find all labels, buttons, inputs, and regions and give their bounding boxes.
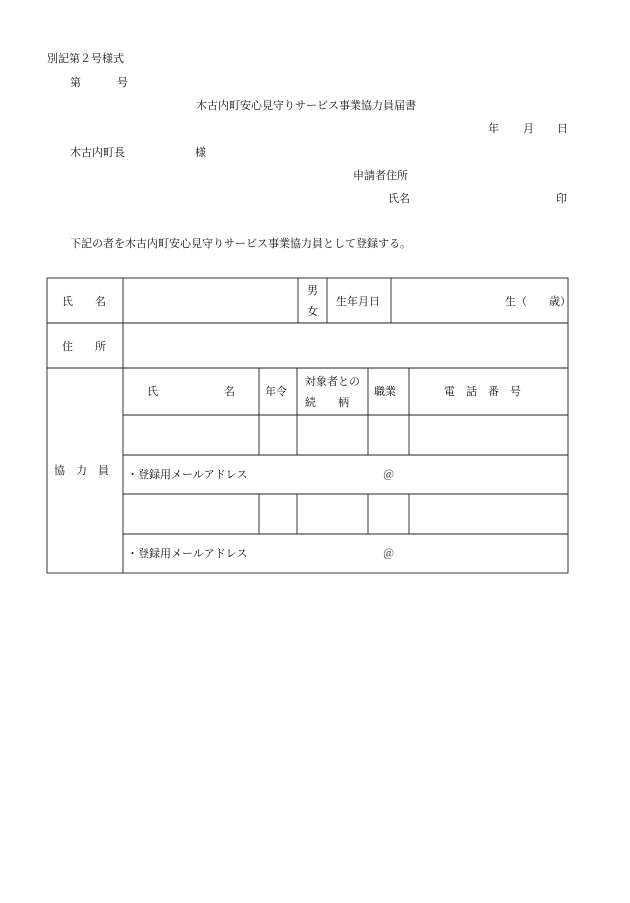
applicant-name-label: 氏名 (388, 192, 410, 205)
doc-number-prefix: 第 (70, 76, 81, 89)
birthdate-label: 生年月日 (336, 295, 380, 308)
applicant-address-label: 申請者住所 (353, 169, 408, 182)
email-label-2: ・登録用メールアドレス (127, 547, 248, 560)
date-year: 年 (488, 122, 499, 135)
doc-number-suffix: 号 (117, 76, 128, 89)
gender-female: 女 (307, 305, 318, 318)
email-label-1: ・登録用メールアドレス (127, 468, 248, 481)
coop-occupation-header: 職業 (374, 385, 396, 398)
coop-relation-header-1: 対象者との (305, 375, 360, 388)
addressee-name: 木古内町長 (70, 146, 125, 159)
date-month: 月 (523, 122, 534, 135)
cooperator-label: 協 力 員 (54, 464, 109, 477)
coop-name-header: 氏 名 (147, 385, 235, 398)
email-at-1: ＠ (383, 468, 394, 481)
applicant-seal: 印 (556, 192, 567, 205)
date-day: 日 (557, 122, 568, 135)
coop-phone-header: 電 話 番 号 (444, 385, 521, 398)
form-number: 別記第２号様式 (47, 52, 124, 65)
name-label: 氏 名 (62, 295, 106, 308)
email-at-2: ＠ (383, 547, 394, 560)
coop-relation-header-2: 続 柄 (305, 396, 349, 409)
coop-age-header: 年令 (265, 385, 287, 398)
address-label: 住 所 (62, 340, 106, 353)
document-title: 木古内町安心見守りサービス事業協力員届書 (196, 99, 416, 112)
statement: 下記の者を木古内町安心見守りサービス事業協力員として登録する。 (70, 237, 411, 250)
gender-male: 男 (307, 284, 318, 297)
birth-age-suffix: 生（ 歳） (505, 295, 571, 308)
addressee-honorific: 様 (195, 146, 206, 159)
